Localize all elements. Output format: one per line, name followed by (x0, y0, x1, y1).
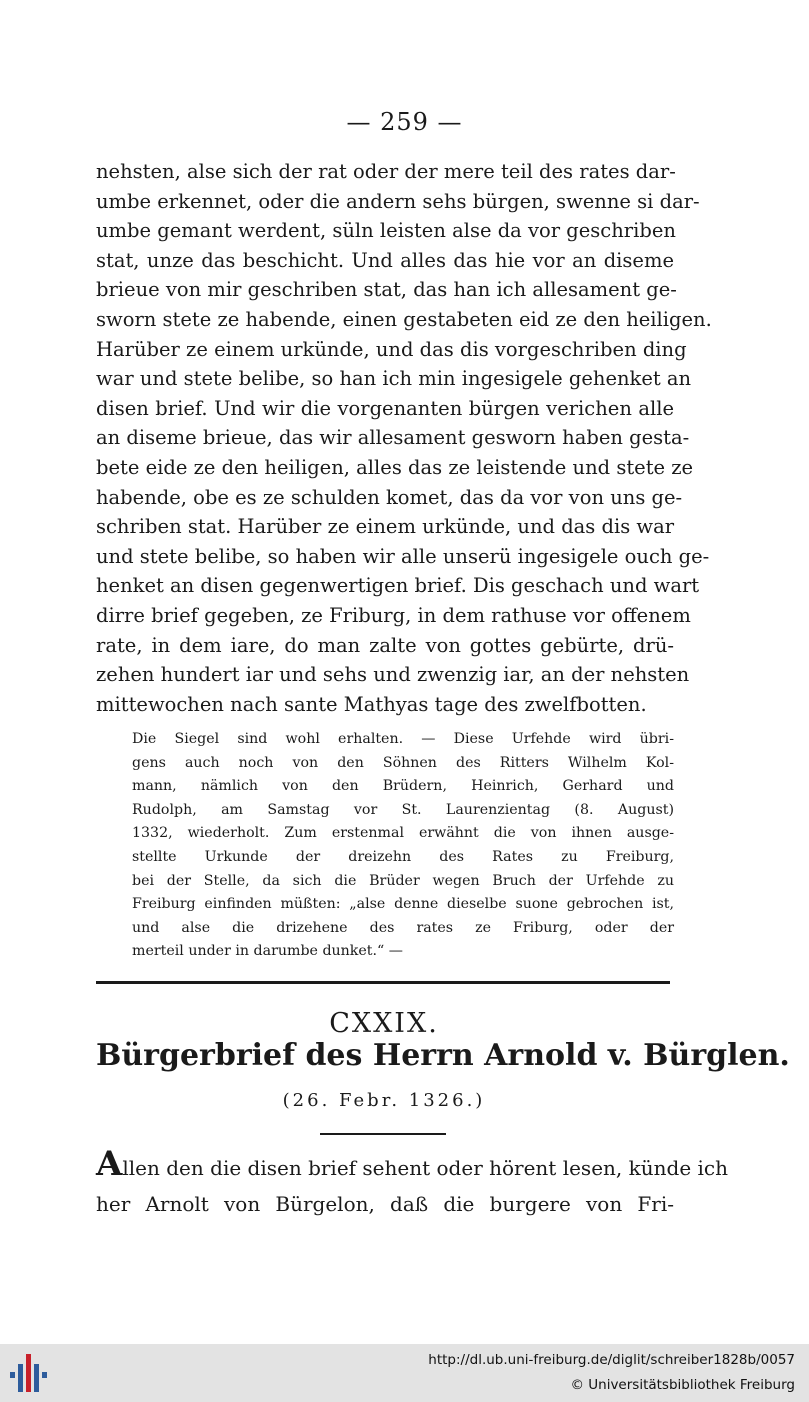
text-line: bete eide ze den heiligen, alles das ze leistende und stete ze (96, 455, 694, 479)
text-line-content: llen den die disen brief sehent oder hörent lesen, künde ich (122, 1156, 728, 1180)
note-line: mann, nämlich von den Brüdern, Heinrich, Gerhard und (132, 778, 674, 795)
text-line: rate, in dem iare, do man zalte von gottes gebürte, drü- (96, 633, 674, 657)
logo-bar (18, 1364, 23, 1392)
text-line: disen brief. Und wir die vorgenanten bürgen verichen alle (96, 396, 674, 420)
document-title: Bürgerbrief des Herrn Arnold v. Bürglen. (96, 1038, 790, 1073)
title-divider (320, 1133, 446, 1135)
text-line: sworn stete ze habende, einen gestabeten eid ze den heiligen. (96, 307, 712, 331)
permalink-url[interactable]: http://dl.ub.uni-freiburg.de/diglit/schreiber1828b/0057 (428, 1352, 795, 1368)
copyright-notice: © Universitätsbibliothek Freiburg (570, 1377, 795, 1393)
logo-bar (26, 1354, 31, 1392)
body-text (96, 157, 712, 719)
note-line: stellte Urkunde der dreizehn des Rates zu Freiburg, (132, 848, 674, 865)
text-line (96, 1144, 728, 1186)
section-divider (96, 981, 670, 984)
note-line: Rudolph, am Samstag vor St. Laurenzientag (8. August) (132, 801, 674, 818)
text-line: her Arnolt von Bürgelon, daß die burgere von Fri- (96, 1192, 674, 1216)
note-line: Freiburg einfinden müßten: „alse denne dieselbe suone gebrochen ist, (132, 896, 674, 913)
text-line: Harüber ze einem urkünde, und das dis vorgeschriben ding (96, 337, 687, 361)
text-line: brieue von mir geschriben stat, das han ich allesament ge- (96, 278, 677, 302)
library-logo-icon (8, 1350, 52, 1396)
logo-bar (34, 1364, 39, 1392)
text-line: henket an disen gegenwertigen brief. Dis geschach und wart (96, 574, 700, 598)
note-line: 1332, wiederholt. Zum erstenmal erwähnt die von ihnen ausge- (132, 825, 674, 842)
logo-bar (10, 1372, 15, 1378)
text-line: dirre brief gegeben, ze Friburg, in dem rathuse vor offenem (96, 603, 691, 627)
opening-text (96, 1144, 728, 1222)
text-line: umbe gemant werdent, süln leisten alse da vor geschriben (96, 219, 676, 243)
viewer-footer (0, 1344, 809, 1402)
document-date: (26. Febr. 1326.) (282, 1090, 486, 1111)
text-line: an diseme brieue, das wir allesament gesworn haben gesta- (96, 426, 690, 450)
text-line: stat, unze das beschicht. Und alles das hie vor an diseme (96, 248, 674, 272)
page-number: — 259 — (346, 108, 463, 136)
note-line: Die Siegel sind wohl erhalten. — Diese Urfehde wird übri- (132, 731, 674, 747)
text-line: zehen hundert iar und sehs und zwenzig iar, an der nehsten (96, 663, 690, 687)
text-line: und stete belibe, so haben wir alle unserü ingesigele ouch ge- (96, 544, 710, 568)
drop-initial: A (96, 1144, 123, 1184)
editor-note (132, 728, 674, 964)
note-line: bei der Stelle, da sich die Brüder wegen Bruch der Urfehde zu (132, 872, 674, 889)
text-line: nehsten, alse sich der rat oder der mere teil des rates dar- (96, 160, 676, 183)
text-line: mittewochen nach sante Mathyas tage des zwelfbotten. (96, 692, 647, 716)
note-line: merteil under in darumbe dunket.“ — (132, 943, 403, 960)
text-line: war und stete belibe, so han ich min ingesigele gehenket an (96, 367, 692, 391)
note-line: und alse die drizehene des rates ze Friburg, oder der (132, 919, 674, 936)
text-line: schriben stat. Harüber ze einem urkünde, und das dis war (96, 515, 675, 539)
text-line: umbe erkennet, oder die andern sehs bürgen, swenne si dar- (96, 189, 700, 213)
logo-bar (42, 1372, 47, 1378)
text-line: habende, obe es ze schulden komet, das da vor von uns ge- (96, 485, 683, 509)
note-line: gens auch noch von den Söhnen des Ritters Wilhelm Kol- (132, 754, 674, 771)
document-number: CXXIX. (329, 1008, 439, 1039)
